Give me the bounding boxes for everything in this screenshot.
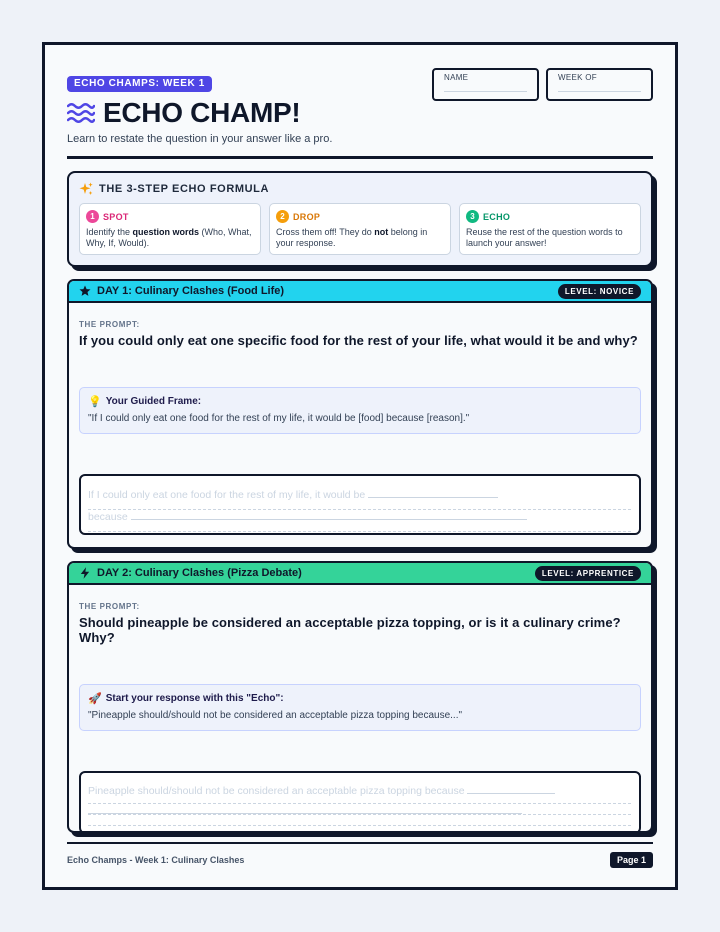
answer-line xyxy=(88,510,631,532)
step-desc-text: Cross them off! They do xyxy=(276,227,375,237)
step-number-badge: 3 xyxy=(466,210,479,223)
name-field[interactable] xyxy=(432,68,539,101)
guided-frame-box xyxy=(79,387,641,434)
day-1-card xyxy=(67,279,653,549)
star-icon xyxy=(79,285,91,297)
step-card-echo xyxy=(459,203,641,255)
guided-frame-title: Start your response with this "Echo": xyxy=(105,693,284,704)
day-2-card xyxy=(67,561,653,833)
sparkle-icon xyxy=(79,182,93,196)
week-of-field-line xyxy=(558,91,641,92)
prompt-text: Should pineapple be considered an acceptable pizza topping, or is it a culinary crime? Why? xyxy=(79,615,621,645)
page-number-badge: Page 1 xyxy=(610,852,653,868)
rocket-icon: 🚀 xyxy=(88,693,102,705)
guided-frame-text: "Pineapple should/should not be considered an acceptable pizza topping because..." xyxy=(88,710,463,721)
lightbulb-icon: 💡 xyxy=(88,396,102,408)
step-number-badge: 1 xyxy=(86,210,99,223)
name-field-line xyxy=(444,91,527,92)
step-header xyxy=(466,210,634,223)
page-title: ECHO CHAMP! xyxy=(103,97,301,128)
worksheet-header xyxy=(67,73,653,151)
step-header xyxy=(86,210,254,223)
formula-steps xyxy=(79,203,641,255)
worksheet-page xyxy=(42,42,678,890)
formula-title: THE 3-STEP ECHO FORMULA xyxy=(99,183,270,195)
step-name: ECHO xyxy=(483,211,511,222)
day-2-answer-box[interactable] xyxy=(79,771,641,833)
answer-starter-text: because xyxy=(88,511,128,523)
worksheet-content xyxy=(67,73,653,868)
answer-line xyxy=(88,785,631,804)
day-1-body xyxy=(69,320,651,535)
page-footer xyxy=(67,852,653,868)
answer-line xyxy=(88,804,631,815)
week-badge: ECHO CHAMPS: WEEK 1 xyxy=(67,76,212,92)
answer-blank xyxy=(368,490,498,498)
guided-frame-header xyxy=(88,692,632,705)
week-of-field[interactable] xyxy=(546,68,653,101)
answer-blank xyxy=(131,512,527,520)
header-divider xyxy=(67,156,653,159)
step-description xyxy=(276,227,444,249)
level-badge: LEVEL: NOVICE xyxy=(558,284,641,299)
title-row xyxy=(67,97,653,129)
week-of-field-label: WEEK OF xyxy=(558,73,597,82)
footer-text: Echo Champs - Week 1: Culinary Clashes xyxy=(67,855,245,865)
echo-formula-panel xyxy=(67,171,653,267)
day-2-body xyxy=(69,602,651,833)
answer-line xyxy=(88,815,631,826)
page-subtitle: Learn to restate the question in your answer like a pro. xyxy=(67,133,333,145)
step-description xyxy=(466,227,634,249)
day-2-title: DAY 2: Culinary Clashes (Pizza Debate) xyxy=(97,567,302,579)
lightning-icon xyxy=(79,567,91,579)
answer-starter-text: If I could only eat one food for the rest of my life, it would be xyxy=(88,489,366,501)
answer-line xyxy=(88,488,631,510)
waves-icon xyxy=(67,102,95,124)
step-desc-text: belong in your response. xyxy=(276,227,428,248)
day-1-title: DAY 1: Culinary Clashes (Food Life) xyxy=(97,285,285,297)
answer-blank xyxy=(88,806,522,814)
day-1-answer-box[interactable] xyxy=(79,474,641,535)
footer-divider xyxy=(67,842,653,844)
step-desc-bold: question words xyxy=(132,227,200,237)
step-card-spot xyxy=(79,203,261,255)
answer-blank xyxy=(467,786,555,794)
prompt-text: If you could only eat one specific food for the rest of your life, what would it be and why? xyxy=(79,333,638,348)
step-name: SPOT xyxy=(103,211,129,222)
guided-frame-header xyxy=(88,395,632,408)
step-number-badge: 2 xyxy=(276,210,289,223)
prompt-label: THE PROMPT: xyxy=(79,602,140,611)
step-desc-text: (Who, What, Why, If, Would). xyxy=(86,227,252,248)
step-card-drop xyxy=(269,203,451,255)
step-description xyxy=(86,227,254,249)
answer-starter-text: Pineapple should/should not be considered an acceptable pizza topping because xyxy=(88,785,465,797)
level-badge: LEVEL: APPRENTICE xyxy=(535,566,641,581)
step-desc-bold: not xyxy=(374,227,389,237)
guided-frame-title: Your Guided Frame: xyxy=(105,396,202,407)
guided-frame-box xyxy=(79,684,641,731)
step-desc-text: Identify the xyxy=(86,227,133,237)
name-field-label: NAME xyxy=(444,73,469,82)
step-desc-text: Reuse the rest of the question words to launch your answer! xyxy=(466,227,623,248)
step-name: DROP xyxy=(293,211,321,222)
guided-frame-text: "If I could only eat one food for the rest of my life, it would be [food] because [reason]." xyxy=(88,413,470,424)
day-2-header-bar xyxy=(69,563,651,585)
formula-header xyxy=(79,182,641,196)
prompt-label: THE PROMPT: xyxy=(79,320,140,329)
day-1-header-bar xyxy=(69,281,651,303)
step-header xyxy=(276,210,444,223)
